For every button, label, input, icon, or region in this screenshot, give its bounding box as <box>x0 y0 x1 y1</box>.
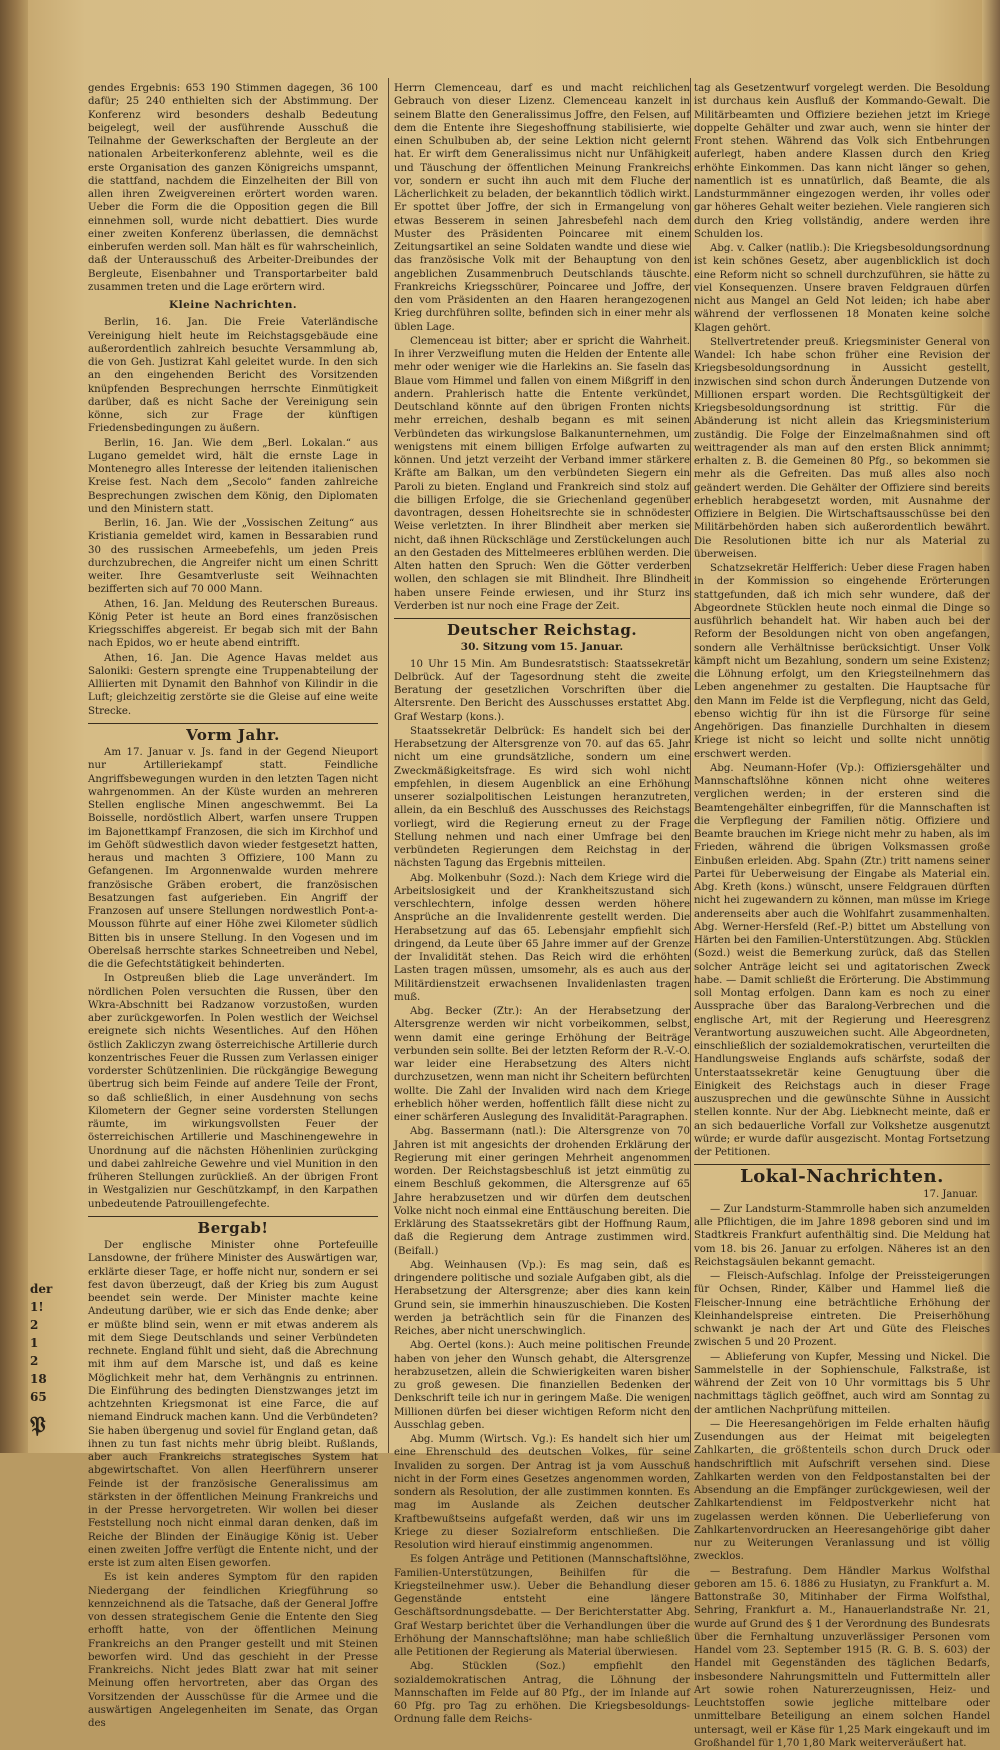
news-item: — Bestrafung. Dem Händler Markus Wolfsthal geboren am 15. 6. 1886 zu Husiatyn, zu Frankfurt a. M. Battonstraße 30, Mitinhaber der Firma Wolfsthal, Sehring, Frankfurt a. M., Hanauerlandstraße Nr. 21, wurde auf Grund des § 1 der Verordnung des Bundesrats über die Fernhaltung unzuverlässiger Personen vom Handel vom 23. September 1915 (R. G. B. S. 603) der Handel mit Gegenständen des täglichen Bedarfs, insbesondere Nahrungsmitteln und Futtermitteln aller Art sowie rohen Naturerzeugnissen, Heiz- und Leuchtstoffen sowie jegliche mittelbare oder unmittelbare Beteiligung an einem solchen Handel untersagt, weil er Käse für 1,25 Mark eingekauft und im Großhandel für 1,70 1,80 Mark weiterveräußert hat. <box>694 1565 990 1750</box>
margin-fragment: der <box>30 1280 60 1298</box>
divider <box>88 1216 378 1217</box>
column-2 <box>394 82 690 1442</box>
margin-fragment: 1 <box>30 1334 60 1352</box>
news-item: — Fleisch-Aufschlag. Infolge der Preissteigerungen für Ochsen, Rinder, Kälber und Hammel ließ die Fleischer-Innung eine beträchtliche Erhöhung der Kleinhandelspreise eintreten. Die Preiserhöhung schwankt je nach der Art und Güte des Fleisches zwischen 5 und 20 Prozent. <box>694 1270 990 1350</box>
column-rule <box>388 78 389 1453</box>
left-margin-fragments <box>30 1280 60 1406</box>
margin-fragment: 2 <box>30 1316 60 1334</box>
article-paragraph: Abg. Mumm (Wirtsch. Vg.): Es handelt sich hier um eine Ehrenschuld des deutschen Volkes, für seine Invaliden zu sorgen. Der Antrag ist ja vom Ausschuß nicht in der Form eines Gesetzes angenommen worden, sondern als Resolution, der alle zustimmen konnten. Es mag im Auslande als Zeichen deutscher Kraftbewußtseins aufgefaßt werden, daß wir uns im Kriege zu dieser Sozialreform entschließen. Die Resolution wird hierauf einstimmig angenommen. <box>394 1433 690 1552</box>
article-paragraph: Abg. Oertel (kons.): Auch meine politischen Freunde haben von jeher den Wunsch gehabt, die Altersgrenze herabzusetzen, allein die Schwierigkeiten waren bisher zu groß gewesen. Die finanziellen Bedenken der Denkschrift teile ich nur in geringem Maße. Die wenigen Millionen dürfen bei dieser wichtigen Reform nicht den Ausschlag geben. <box>394 1339 690 1432</box>
news-item: Berlin, 16. Jan. Wie der „Vossischen Zeitung“ aus Kristiania gemeldet wird, kamen in Bessarabien rund 30 des russischen Armeebefehls, um jeden Preis durchzubrechen, die Angreifer nicht um einen Schritt weiter. Ihre Gesamtverluste seit Weihnachten bezifferten sich auf 70 000 Mann. <box>88 517 378 597</box>
margin-fragment: 18 <box>30 1370 60 1388</box>
article-paragraph: 10 Uhr 15 Min. Am Bundesratstisch: Staatssekretär Delbrück. Auf der Tagesordnung steht die zweite Beratung der gesetzlichen Vorschriften über die Altersrente. Den Bericht des Ausschusses erstattet Abg. Graf Westarp (kons.). <box>394 658 690 724</box>
section-heading-lokal-nachrichten: Lokal-Nachrichten. <box>694 1170 990 1183</box>
article-paragraph: gendes Ergebnis: 653 190 Stimmen dagegen, 36 100 dafür; 25 240 enthielten sich der Abstimmung. Der Konferenz wird besonders deshalb Bedeutung beigelegt, weil der ausführende Ausschuß die Teilnahme der Gewerkschaften der Bergleute an der nationalen Arbeiterkonferenz ablehnte, weil es die erste Organisation des ganzen Königreichs umspannt, die stattfand, nachdem die Einzelheiten der Bill von allen ihren Zweigvereinen erörtert worden waren. Ueber die Form die die Opposition gegen die Bill einnehmen soll, wurde nicht debattiert. Dies wurde einer zweiten Konferenz überlassen, die demnächst einberufen werden soll. Man hält es für wahrscheinlich, daß der Unterausschuß des Arbeiter-Dreibundes der Bergleute, Eisenbahner und Transportarbeiter bald zusammen treten und die Lage erörtern wird. <box>88 82 378 294</box>
article-paragraph: Schatzsekretär Helfferich: Ueber diese Fragen haben in der Kommission so eingehende Erörterungen stattgefunden, daß ich mich sehr wundere, daß der Abgeordnete Stücklen heute noch einmal die Dinge so ausführlich behandelt hat. Wir haben auch bei der Reform der Besoldungen nicht von oben angefangen, sondern alle Verhältnisse berücksichtigt. Unser Volk kämpft nicht um Bezahlung, sondern um seine Existenz; die Löhnung erfolgt, um den Kriegsteilnehmern das Leben angenehmer zu gestalten. Die Hauptsache für den Mann im Felde ist die Verpflegung, nicht das Geld, ebenso wichtig für ihn ist die Fürsorge für seine Angehörigen. Das finanzielle Durchhalten in diesem Kriege ist nicht so leicht und sollte nicht unnötig erschwert werden. <box>694 562 990 761</box>
news-item: — Die Heeresangehörigen im Felde erhalten häufig Zusendungen aus der Heimat mit beigelegten Zahlkarten, die größtenteils schon durch Druck oder handschriftlich mit Aufschrift versehen sind. Diese Zahlkarten werden von den Feldpostanstalten bei der Absendung an die Empfänger zurückgewiesen, weil der Zahlkartendienst im Feldpostverkehr nicht hat zugelassen werden können. Die Ueberlieferung von Zahlkartenvordrucken an Heeresangehörige gibt daher nur zu Weiterungen Veranlassung und ist völlig zwecklos. <box>694 1418 990 1564</box>
article-paragraph: Abg. Bassermann (natl.): Die Altersgrenze von 70 Jahren ist mit angesichts der drohenden Erklärung der Regierung mit einer geringen Mehrheit angenommen worden. Der Reichstagsbeschluß ist jetzt einmütig zu einem Beschluß gekommen, die Altersgrenze auf 65 Jahre herabzusetzen und wir dürfen dem deutschen Volke nicht noch einmal eine Enttäuschung bereiten. Die Erklärung des Staatssekretärs gibt der Hoffnung Raum, daß die Regierung dem Antrage zustimmen wird. (Beifall.) <box>394 1125 690 1258</box>
news-item: Athen, 16. Jan. Die Agence Havas meldet aus Saloniki: Gestern sprengte eine Truppenabteilung der Alliierten mit Dynamit den Bahnhof von Kilindir in die Luft; gleichzeitig zerstörte sie die Gleise auf eine weite Strecke. <box>88 652 378 718</box>
article-paragraph: Am 17. Januar v. Js. fand in der Gegend Nieuport nur Artilleriekampf statt. Feindliche Angriffsbewegungen wurden in den letzten Tagen nicht wahrgenommen. An der Küste wurden an mehreren Stellen englische Minen angeschwemmt. Bei La Boisselle, nordöstlich Albert, warfen unsere Truppen im Bajonettkampf Franzosen, die sich im Kirchhof und im Gehöft südwestlich davon wieder festgesetzt hatten, heraus und machten 3 Offiziere, 100 Mann zu Gefangenen. Im Argonnenwalde wurden mehrere französische Gräben erobert, die französischen Besatzungen fast aufgerieben. Ein Angriff der Franzosen auf unsere Stellungen nordwestlich Pont-a-Mousson führte auf einer Höhe zwei Kilometer südlich Bitten bis in unsere Stellung. In den Vogesen und im Oberelsaß herrschte starkes Schneetreiben und Nebel, die die Gefechtstätigkeit behinderten. <box>88 746 378 971</box>
divider <box>394 618 690 619</box>
article-paragraph: Es ist kein anderes Symptom für den rapiden Niedergang der feindlichen Kriegführung so kennzeichnend als die Tatsache, daß der General Joffre von dessen strategischem Genie die Entente den Sieg erhofft hatte, von der öffentlichen Meinung Frankreichs an den Pranger gestellt und mit Steinen beworfen wird. Und das geschieht in der Presse Frankreichs. Nicht jedes Blatt zwar hat mit seiner Meinung offen hervortreten, aber das Organ des Vorsitzenden der Ausschüsse für die Armee und die auswärtigen Angelegenheiten im Senate, das Organ des <box>88 1571 378 1730</box>
session-subtitle: 30. Sitzung vom 15. Januar. <box>394 641 690 654</box>
article-paragraph: Abg. Molkenbuhr (Sozd.): Nach dem Kriege wird die Arbeitslosigkeit und der Krankheitszustand sich verschlechtern, infolge dessen werden höhere Ansprüche an die Invalidenrente gestellt werden. Die Herabsetzung auf das 65. Lebensjahr empfiehlt sich dringend, da Leute über 65 Jahre immer auf der Grenze der Invalidität stehen. Das Reich wird die erhöhten Lasten tragen müssen, umsomehr, als es auch aus der Militärdienstzeit erwachsenen Invalidenlasten tragen muß. <box>394 872 690 1005</box>
margin-fragment: 2 <box>30 1352 60 1370</box>
article-paragraph: Es folgen Anträge und Petitionen (Mannschaftslöhne, Familien-Unterstützungen, Beihilfen für die Kriegsteilnehmer usw.). Ueber die Behandlung dieser Gegenstände entsteht eine längere Geschäftsordnungsdebatte. — Der Berichterstatter Abg. Graf Westarp berichtet über die Verhandlungen über die Erhöhung der Mannschaftslöhne; man habe schließlich alle Petitionen der Regierung als Material überwiesen. <box>394 1553 690 1659</box>
margin-brand-letter: 𝔓 <box>30 1412 46 1438</box>
article-paragraph: Abg. Stücklen (Soz.) empfiehlt den sozialdemokratischen Antrag, die Löhnung der Mannschaften im Felde auf 80 Pfg., der im Inlande auf 60 Pfg. pro Tag zu erhöhen. Die Kriegsbesoldungs-Ordnung falle dem Reichs- <box>394 1660 690 1726</box>
section-heading-kleine-nachrichten: Kleine Nachrichten. <box>88 299 378 312</box>
column-3 <box>694 82 990 1442</box>
article-paragraph: Clemenceau ist bitter; aber er spricht die Wahrheit. In ihrer Verzweiflung muten die Helden der Entente alle mehr oder weniger wie die Harlekins an. Sie faseln das Blaue vom Himmel und fallen von einem Mißgriff in den andern. Prahlerisch hatte die Entente verkündet, Deutschland könnte auf den übrigen Fronten nichts mehr erreichen, deshalb begann es mit seinen Verbündeten das wirkungslose Balkanunternehmen, um wenigstens mit einem billigen Erfolge aufwarten zu können. Und jetzt verzeiht der Verband immer stärkere Kräfte am Balkan, um den verbündeten Siegern ein Paroli zu bieten. England und Frankreich sind stolz auf die billigen Erfolge, die sie Griechenland gegenüber davontragen, dessen Hoheitsrechte sie in schnödester Weise verletzten. In ihrer Blindheit aber merken sie nicht, daß ihnen Rückschläge und Zerstückelungen auch an den Gestaden des Mittelmeeres erblühen werden. Die Alten hatten den Spruch: Wen die Götter verderben wollen, den schlagen sie mit Blindheit. Ihre Blindheit haben unsere Feinde erwiesen, und ihr Sturz ins Verderben ist nur noch eine Frage der Zeit. <box>394 335 690 613</box>
article-paragraph: Staatssekretär Delbrück: Es handelt sich bei der Herabsetzung der Altersgrenze von 70. auf das 65. Jahr nicht um eine grundsätzliche, sondern um eine Zweckmäßigkeitsfrage. Es wird sich wohl nicht empfehlen, in diesem Augenblick an eine Erhöhung unserer sozialpolitischen Leistungen heranzutreten, allein, da ein Beschluß des Ausschusses des Reichstags vorliegt, wird die Regierung erneut zu der Frage Stellung nehmen und nach einer Umfrage bei den verbündeten Regierungen dem Reichstag in der nächsten Tagung das Ergebnis mitteilen. <box>394 725 690 871</box>
section-heading-bergab: Bergab! <box>88 1222 378 1235</box>
news-item: Berlin, 16. Jan. Die Freie Vaterländische Vereinigung hielt heute im Reichstagsgebäude eine außerordentlich zahlreich besuchte Versammlung ab, die von Geh. Justizrat Kahl geleitet wurde. In den sich an den eingehenden Bericht des Vorsitzenden knüpfenden Besprechungen herrschte Einmütigkeit darüber, daß es nicht Sache der Vereinigung sein könne, sich zur Frage der künftigen Friedensbedingungen zu äußern. <box>88 316 378 435</box>
article-paragraph: Abg. Weinhausen (Vp.): Es mag sein, daß es dringendere politische und soziale Aufgaben gibt, als die Herabsetzung der Altersgrenze; aber dies kann kein Grund sein, sie immerhin hinauszuschieben. Die Kosten werden ja beträchtlich sein für die Finanzen des Reiches, aber nicht unerschwinglich. <box>394 1259 690 1339</box>
news-item: — Ablieferung von Kupfer, Messing und Nickel. Die Sammelstelle in der Sophienschule, Falkstraße, ist während der Zeit von 10 Uhr vormittags bis 5 Uhr nachmittags täglich geöffnet, auch wird am Sonntag zu der amtlichen Nachprüfung mitteilen. <box>694 1351 990 1417</box>
article-paragraph: Abg. v. Calker (natlib.): Die Kriegsbesoldungsordnung ist kein schönes Gesetz, aber augenblicklich ist doch eine Reform nicht so schnell durchzuführen, sie hätte zu viel Konsequenzen. Unsere braven Feldgrauen dürfen nicht aus Mangel an Geld Not leiden; ich habe aber während der verflossenen 18 Monaten keine solche Klagen gehört. <box>694 242 990 335</box>
article-paragraph: Der englische Minister ohne Portefeuille Lansdowne, der frühere Minister des Auswärtigen war, erklärte dieser Tage, er hoffe nicht nur, sondern er sei fest davon überzeugt, daß der Krieg bis zum August beendet sein werde. Der Minister machte keine Andeutung darüber, wie er sich das Ende denke; aber er müßte blind sein, wenn er mit etwas anderem als mit dem Siege Deutschlands und seiner Verbündeten rechnete. England fühlt und sieht, daß die Abrechnung mit ihm auf dem Marsche ist, und daß es keine Möglichkeit mehr hat, dem Verhängnis zu entrinnen. Die Einführung des bedingten Dienstzwanges jetzt im achtzehnten Kriegsmonat ist eine Farce, die auf niemand Eindruck machen kann. Und die Verbündeten? Sie haben übergenug und soviel für England getan, daß ihnen zu tun fast nichts mehr übrig bleibt. Rußlands, aber auch Frankreichs strategisches System hat abgewirtschaftet. Von allen Heerführern unserer Feinde ist der französische Generalissimus am stärksten in der öffentlichen Meinung Frankreichs und in der Presse hervorgetreten. Wir wollen bei dieser Feststellung noch nicht einmal daran denken, daß im Reiche der Blinden der Einäugige König ist. Ueber einen zweiten Joffre verfügt die Entente nicht, und der erste ist zum alten Eisen geworfen. <box>88 1239 378 1570</box>
section-heading-vorm-jahr: Vorm Jahr. <box>88 729 378 742</box>
divider <box>694 1164 990 1165</box>
book-binding <box>0 0 28 1453</box>
article-paragraph: tag als Gesetzentwurf vorgelegt werden. Die Besoldung ist durchaus kein Ausfluß der Kommando-Gewalt. Die Militärbeamten und Offiziere beziehen jetzt im Kriege doppelte Gehälter und zwar auch, wenn sie hinter der Front stehen. Während das Volk sich Entbehrungen auferlegt, haben andere Klassen durch den Krieg erhöhte Einkommen. Das kann nicht länger so gehen, namentlich ist es unnatürlich, daß Beamte, die als Landsturmmänner eingezogen werden, ihr volles oder gar höheres Gehalt weiter beziehen. Viele rangieren sich durch den Krieg vollständig, andere werden ihre Schulden los. <box>694 82 990 241</box>
column-1 <box>88 82 378 1442</box>
article-paragraph: Stellvertretender preuß. Kriegsminister General von Wandel: Ich habe schon früher eine Revision der Kriegsbesoldungsordnung in Aussicht gestellt, inzwischen sind schon durch Änderungen Dutzende von Millionen erspart worden. Die Rechtsgültigkeit der Kriegsbesoldungsordnung ist strittig. Für die Abänderung ist nicht allein das Kriegsministerium zuständig. Die Folge der Einzelmaßnahmen sind oft weittragender als man auf den ersten Blick annimmt; erhalten z. B. die Gemeinen 80 Pfg., so bekommen sie mehr als die Gefreiten. Das muß alles also noch geändert werden. Die Gehälter der Offiziere sind bereits erheblich herabgesetzt worden, mit Ausnahme der Offiziere in Belgien. Die Wirtschaftsausschüsse bei den Militärbehörden haben sich außerordentlich bewährt. Die Resolutionen bitte ich nur als Material zu überweisen. <box>694 336 990 561</box>
news-item: Athen, 16. Jan. Meldung des Reuterschen Bureaus. König Peter ist heute an Bord eines französischen Kriegsschiffes abgereist. Er begab sich mit der Bahn nach Epidos, wo er heute abend eintrifft. <box>88 598 378 651</box>
column-rule <box>690 78 691 1453</box>
article-paragraph: In Ostpreußen blieb die Lage unverändert. Im nördlichen Polen versuchten die Russen, über den Wkra-Abschnitt bei Radzanow vorzustoßen, wurden aber zurückgeworfen. In Polen westlich der Weichsel ereignete sich nichts Wesentliches. Auf den Höhen östlich Zakliczyn zwang österreichische Artillerie durch konzentrisches Feuer die Russen zum Verlassen einiger vorderster Schützenlinien. Die rückgängige Bewegung übertrug sich beim Feinde auf andere Teile der Front, so daß schließlich, in einer Ausdehnung von sechs Kilometern der Gegner seine vordersten Stellungen räumte, im wirkungsvollsten Feuer der österreichischen Artillerie und Maschinengewehre in Unordnung auf die nächsten Höhenlinien zurückging und dabei zahlreiche Gewehre und viel Munition in den früheren Stellungen zurückließ. An der übrigen Front in Westgalizien nur Geschützkampf, in den Karpathen unbedeutende Patrouillengefechte. <box>88 972 378 1211</box>
dateline: 17. Januar. <box>694 1188 990 1201</box>
section-heading-deutscher-reichstag: Deutscher Reichstag. <box>394 624 690 637</box>
margin-fragment: 1! <box>30 1298 60 1316</box>
divider <box>88 723 378 724</box>
article-paragraph: Abg. Becker (Ztr.): An der Herabsetzung der Altersgrenze werden wir nicht vorbeikommen, selbst, wenn damit eine geringe Erhöhung der Beiträge verbunden sein sollte. Bei der letzten Reform der R.-V.-O. war leider eine Herabsetzung des Alters nicht durchzusetzen, wenn man nicht ihr Scheitern befürchten wollte. Die Zahl der Invaliden wird nach dem Kriege erheblich höher werden, hoffentlich fällt diese nicht zu einer schärferen Auslegung des Invalidität-Paragraphen. <box>394 1005 690 1124</box>
article-paragraph: Herrn Clemenceau, darf es und macht reichlichen Gebrauch von dieser Lizenz. Clemenceau kanzelt in seinem Blatte den Generalissimus Joffre, den Felsen, auf dem die Entente ihre Siegeshoffnung stabilisierte, wie einen Schulbuben ab, der seine Lektion nicht gelernt hat. Er wirft dem Generalissimus nicht nur Unfähigkeit und Täuschung der öffentlichen Meinung Frankreichs vor, sondern er sucht ihn auch mit dem Fluche der Lächerlichkeit zu beladen, der bekanntlich tödlich wirkt. Er spottet über Joffre, der sich in Ermangelung von etwas Besserem in seinen Jahresbefehl nach dem Muster des Präsidenten Poincaree mit einem Zeitungsartikel an seine Soldaten wandte und diese wie das französische Volk mit der Behauptung von den angeblichen Zusammenbruch Deutschlands täuschte. Frankreichs Kriegsschürer, Poincaree und Joffre, der den vom Präsidenten an den Haaren herangezogenen Krieg durchführen sollte, befinden sich in einer mehr als üblen Lage. <box>394 82 690 334</box>
news-item: Berlin, 16. Jan. Wie dem „Berl. Lokalan.“ aus Lugano gemeldet wird, hält die ernste Lage in Montenegro alles Interesse der leitenden italienischen Kreise fest. Nach dem „Secolo“ fanden zahlreiche Besprechungen zwischen dem König, den Diplomaten und den Ministern statt. <box>88 437 378 517</box>
margin-fragment: 65 <box>30 1388 60 1406</box>
news-item: — Zur Landsturm-Stammrolle haben sich anzumelden alle Pflichtigen, die im Jahre 1898 geboren sind und im Stadtkreis Frankfurt aufenthältig sind. Die Meldung hat vom 18. bis 26. Januar zu erfolgen. Näheres ist an den Reichstagsäulen bekannt gemacht. <box>694 1203 990 1269</box>
article-paragraph: Abg. Neumann-Hofer (Vp.): Offiziersgehälter und Mannschaftslöhne können nicht ohne weiteres verglichen werden; in der ersteren sind die Beamtengehälter einbegriffen, für die Mannschaften ist die Verpflegung der Familien nötig. Offiziere und Beamte brauchen im Kriege nicht mehr zu haben, als im Frieden, während die übrigen Volksmassen große Einbußen erleiden. Abg. Spahn (Ztr.) tritt namens seiner Partei für Ueberweisung der Eingabe als Material ein. Abg. Kreth (kons.) wünscht, unsere Feldgrauen dürften nicht hei zugewandern zu können, man müsse im Kriege anderenseits aber auch die Wohlfahrt zusammenhalten. Abg. Werner-Hersfeld (Ref.-P.) bittet um Abstellung von Härten bei den Familien-Unterstützungen. Abg. Stücklen (Sozd.) weist die Bemerkung zurück, daß das Stellen solcher Anträge leicht sei und agitatorischen Zweck habe. — Damit schließt die Erörterung. Die Abstimmung soll Montag erfolgen. Dann kam es noch zu einer Aussprache über das Baralong-Verbrechen und die englische Art, mit der Regierung und Heeresgrenz Verantwortung auszuweichen sucht. Alle Abgeordneten, einschließlich der sozialdemokratischen, verurteilten die Handlungsweise Englands aufs schärfste, sodaß der Unterstaatssekretär keine Genugtuung über die Einigkeit des Reichstags auch in dieser Frage auszusprechen und die gewünschte Sühne in Aussicht stellen konnte. Nur der Abg. Liebknecht meinte, daß er an sich bedauerliche Vorfall zur Volkshetze ausgenutzt würde; er wurde dafür ausgezischt. Montag Fortsetzung der Petitionen. <box>694 762 990 1160</box>
